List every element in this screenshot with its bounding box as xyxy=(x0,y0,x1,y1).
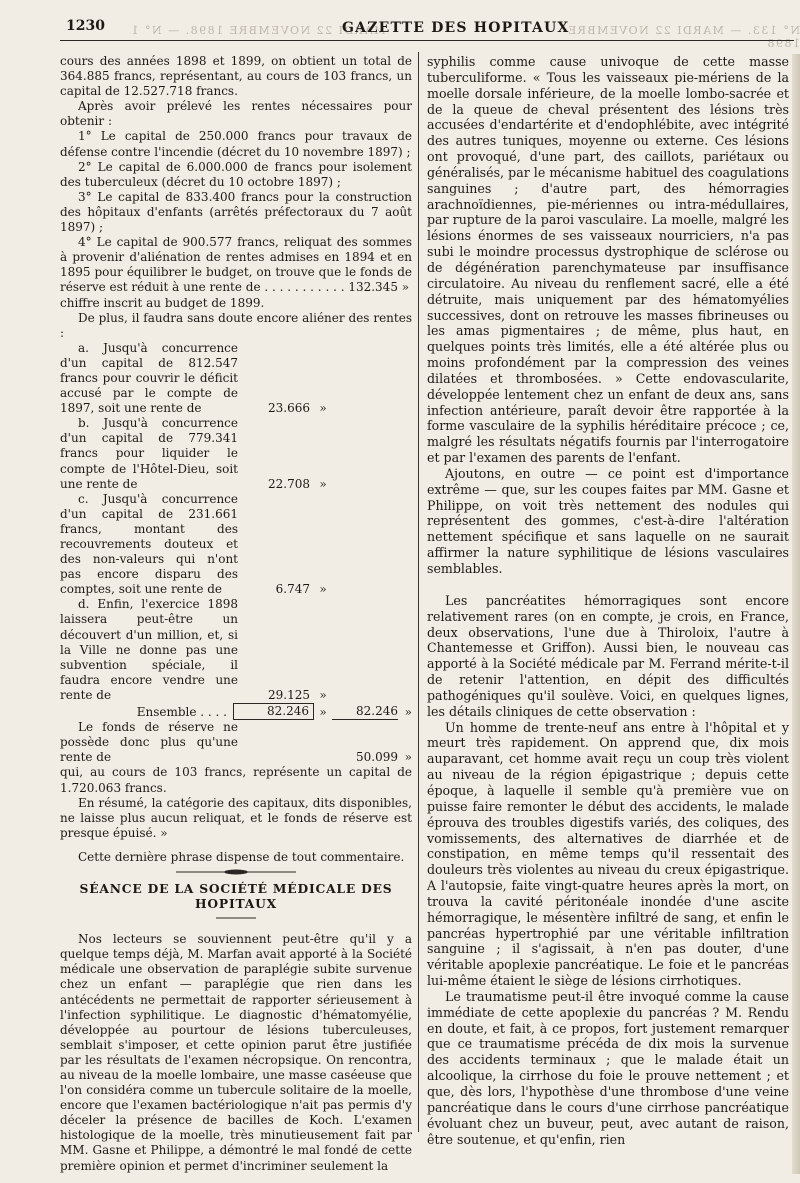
paragraph: cours des années 1898 et 1899, on obtient un total de 364.885 francs, représentant, au cours de 103 francs, un capital de 12.527.718 francs. xyxy=(60,54,412,99)
ensemble-total: 82.246 xyxy=(332,704,398,720)
paragraph: 2° Le capital de 6.000.000 de francs pour isolement des tuberculeux (décret du 10 octobre 1897) ; xyxy=(60,159,412,189)
short-rule xyxy=(216,915,256,921)
ensemble-label: Ensemble . . . . xyxy=(136,705,227,720)
paragraph: Cette dernière phrase dispense de tout commentaire. xyxy=(78,849,405,864)
rente-amount: 29.125 xyxy=(268,687,310,702)
bleed-through-text-right: N° 133. — MARDI 22 NOVEMBRE 1898 xyxy=(566,24,800,50)
rente-row-b xyxy=(60,416,412,491)
page-edge xyxy=(792,54,800,1174)
suffix: » xyxy=(401,280,410,295)
rente-amount: 23.666 xyxy=(268,401,310,416)
suffix: » xyxy=(319,705,327,720)
paragraph: Nos lecteurs se souviennent peut-être qu'il y a quelque temps déjà, M. Marfan avait apporté à la Société médicale une observation de paraplégie subite survenue chez un enfant — paraplégie que rien dans les antécédents ne permettait de rapporter sérieusement à l'infection syphilitique. Le diagnostic d'hématomyélie, développée au pourtour de lésions tuberculeuses, semblait s'imposer, et cette opinion parut être justifiée par les résultats de l'examen nécropsique. On rencontra, au niveau de la moelle lombaire, une masse caséeuse que l'on considéra comme un tubercule solitaire de la moelle, encore que l'examen bactériologique n'ait pas permis d'y déceler la présence de bacilles de Koch. L'examen histologique de la moelle, très minutieusement fait par MM. Gasne et Philippe, a démontré le mal fondé de cette première opinion et permet d'incriminer seulement la xyxy=(60,932,412,1173)
rente-label: c. Jusqu'à concurrence d'un capital de 231.661 francs, montant des recouvrements douteux et des non-valeurs qui n'ont pas encore disparu des comptes, soit une rente de xyxy=(60,491,238,597)
paragraph: Les pancréatites hémorragiques sont encore relativement rares (on en compte, je crois, en France, deux observations, l'une due à Thiroloix, l'autre à Chantemesse et Griffon). Aussi bien, le nouveau cas apporté à la Société médicale par M. Ferrand mérite-t-il de retenir l'attention, en dépit des difficultés pathogéniques qu'il soulève. Voici, en quelques lignes, les détails cliniques de cette observation : xyxy=(427,592,789,719)
paragraph: 1° Le capital de 250.000 francs pour travaux de défense contre l'incendie (décret du 10 novembre 1897) ; xyxy=(60,129,412,159)
paragraph: En résumé, la catégorie des capitaux, dits disponibles, ne laisse plus aucun reliquat, et le fonds de réserve est presque épuisé. » xyxy=(60,795,412,840)
rente-amount: 6.747 xyxy=(275,582,310,597)
rente-row-a xyxy=(60,341,412,416)
paragraph: 3° Le capital de 833.400 francs pour la construction des hôpitaux d'enfants (arrêtés préfectoraux du 7 août 1897) ; xyxy=(60,189,412,235)
rente-row-d xyxy=(60,597,412,703)
paragraph: Un homme de trente-neuf ans entre à l'hôpital et y meurt très rapidement. On apprend que, dix mois auparavant, cet homme avait reçu un coup très violent au niveau de la région épigastrique ; depuis cette époque, à laquelle il semble qu'à première vue on puisse faire remonter le début des accidents, le malade éprouva des troubles digestifs variés, des coliques, des vomissements, des alternatives de diarrhée et de constipation, en même temps qu'il ressentait des douleurs très violentes au niveau du creux épigastrique. A l'autopsie, faite vingt-quatre heures après la mort, on trouva la cavité péritonéale inondée d'une ascite hémorragique, le mésentère infiltré de sang, et enfin le pancréas hypertrophié par une véritable infiltration sanguine ; il s'agissait, à n'en pas douter, d'une véritable apoplexie pancréatique. Le foie et le pancréas lui-même étaient le siège de lésions cirrhotiques. xyxy=(427,719,789,989)
journal-title: GAZETTE DES HOPITAUX xyxy=(342,20,570,36)
ensemble-row xyxy=(60,703,412,720)
suffix: » xyxy=(319,687,327,702)
amount: 132.345 xyxy=(348,280,398,295)
paragraph: De plus, il faudra sans doute encore aliéner des rentes : xyxy=(60,310,412,340)
suffix: » xyxy=(404,750,412,765)
paragraph: Après avoir prélevé les rentes nécessaires pour obtenir : xyxy=(60,99,412,129)
paragraph: syphilis comme cause univoque de cette masse tuberculiforme. « Tous les vaisseaux pie-mériens de la moelle dorsale inférieure, de la moelle lombo-sacrée et de la queue de cheval présentent des lésions très accusées d'endartérite et d'endophlébite, avec intégrité des autres tuniques, moyenne ou externe. Ces lésions ont provoqué, d'une part, des caillots, pariétaux ou généralisés, par le mécanisme habituel des coagulations sanguines ; d'autre part, des hémorragies arachnoïdiennes, pie-mériennes ou intra-médullaires, par rupture de la paroi vasculaire. La moelle, malgré les lésions énormes de ses vaisseaux nourriciers, n'a pas subi le moindre processus dystrophique de sclérose ou de dégénération parenchymateuse par insuffisance circulatoire. Au niveau du renflement sacré, elle a été détruite, mais uniquement par des hématomyélies successives, dont on retrouve les masses fibrineuses ou les amas pigmentaires ; de même, plus haut, en quelques points très limités, elle a été altérée plus ou moins profondément par la compression des veines dilatées et thrombosées. » Cette endovascularite, développée lentement chez un enfant de deux ans, sans infection antérieure, paraît devoir être rapportée à la forme vasculaire de la syphilis héréditaire précoce ; ce, malgré les résultats négatifs fournis par l'interrogatoire et par l'examen des parents de l'enfant. xyxy=(427,54,789,466)
rente-label: d. Enfin, l'exercice 1898 laissera peut-être un découvert d'un million, et, si la Ville ne donne pas une subvention spéciale, il faudra encore vendre une rente de xyxy=(60,597,238,702)
fonds-row xyxy=(60,720,412,765)
suffix: » xyxy=(319,401,327,416)
paragraph-text: 4° Le capital de 900.577 francs, reliquat des sommes à provenir d'aliénation de rentes admises en 1894 et en 1895 pour équilibrer le budget, on trouve que le fonds de réserve est réduit à une rente de xyxy=(60,235,412,295)
fonds-label: Le fonds de réserve ne possède donc plus qu'une rente de xyxy=(60,720,238,765)
page-header xyxy=(60,10,800,50)
suffix: » xyxy=(319,476,327,491)
rente-amount: 22.708 xyxy=(268,476,310,491)
paragraph: qui, au cours de 103 francs, représente un capital de 1.720.063 francs. xyxy=(60,765,412,795)
paragraph: 4° Le capital de 900.577 francs, reliquat des sommes à provenir d'aliénation de rentes admises en 1894 et en 1895 pour équilibrer le budget, on trouve que le fonds de réserve est réduit à une rente de . . . . . . . . . . . 132.345 » xyxy=(60,235,412,295)
paragraph: Le traumatisme peut-il être invoqué comme la cause immédiate de cette apoplexie du pancréas ? M. Rendu en doute, et fait, à ce propos, fort justement remarquer que ce traumatisme précéda de dix mois la survenue des accidents terminaux ; que le malade était un alcoolique, la cirrhose du foie le prouve nettement ; et que, dès lors, l'hypothèse d'une thrombose d'une veine pancréatique dans le cours d'une cirrhose pancréatique évoluant chez un buveur, peut, avec autant de raison, être soutenue, et qu'enfin, rien xyxy=(427,988,789,1147)
column-divider xyxy=(418,52,419,1132)
fonds-amount: 50.099 xyxy=(356,750,398,765)
header-rule xyxy=(60,40,794,41)
right-column xyxy=(427,54,789,1147)
paragraph: chiffre inscrit au budget de 1899. xyxy=(60,295,265,310)
ensemble-amount: 82.246 xyxy=(233,703,314,720)
page-number: 1230 xyxy=(66,18,105,34)
rente-row-c xyxy=(60,492,412,598)
rente-label: b. Jusqu'à concurrence d'un capital de 779.341 francs pour liquider le compte de l'Hôtel-Dieu, soit une rente de xyxy=(60,416,238,491)
ornamental-separator xyxy=(176,867,296,877)
bleed-through-text-left: MARDI 22 NOVEMBRE 1898. — N° 1 xyxy=(130,24,386,37)
rente-label: a. Jusqu'à concurrence d'un capital de 812.547 francs pour couvrir le déficit accusé par le compte de 1897, soit une rente de xyxy=(60,340,238,416)
suffix: » xyxy=(404,705,412,720)
left-column xyxy=(60,54,412,1174)
paragraph: Ajoutons, en outre — ce point est d'importance extrême — que, sur les coupes faites par MM. Gasne et Philippe, on voit très nettement des nodules qui représentent des gommes, c'est-à-dire l'altération nettement spécifique et sans laquelle on ne saurait affirmer la nature syphilitique de lésions vasculaires semblables. xyxy=(427,465,789,576)
section-heading: SÉANCE DE LA SOCIÉTÉ MÉDICALE DES HOPITAUX xyxy=(79,880,393,912)
suffix: » xyxy=(319,582,327,597)
